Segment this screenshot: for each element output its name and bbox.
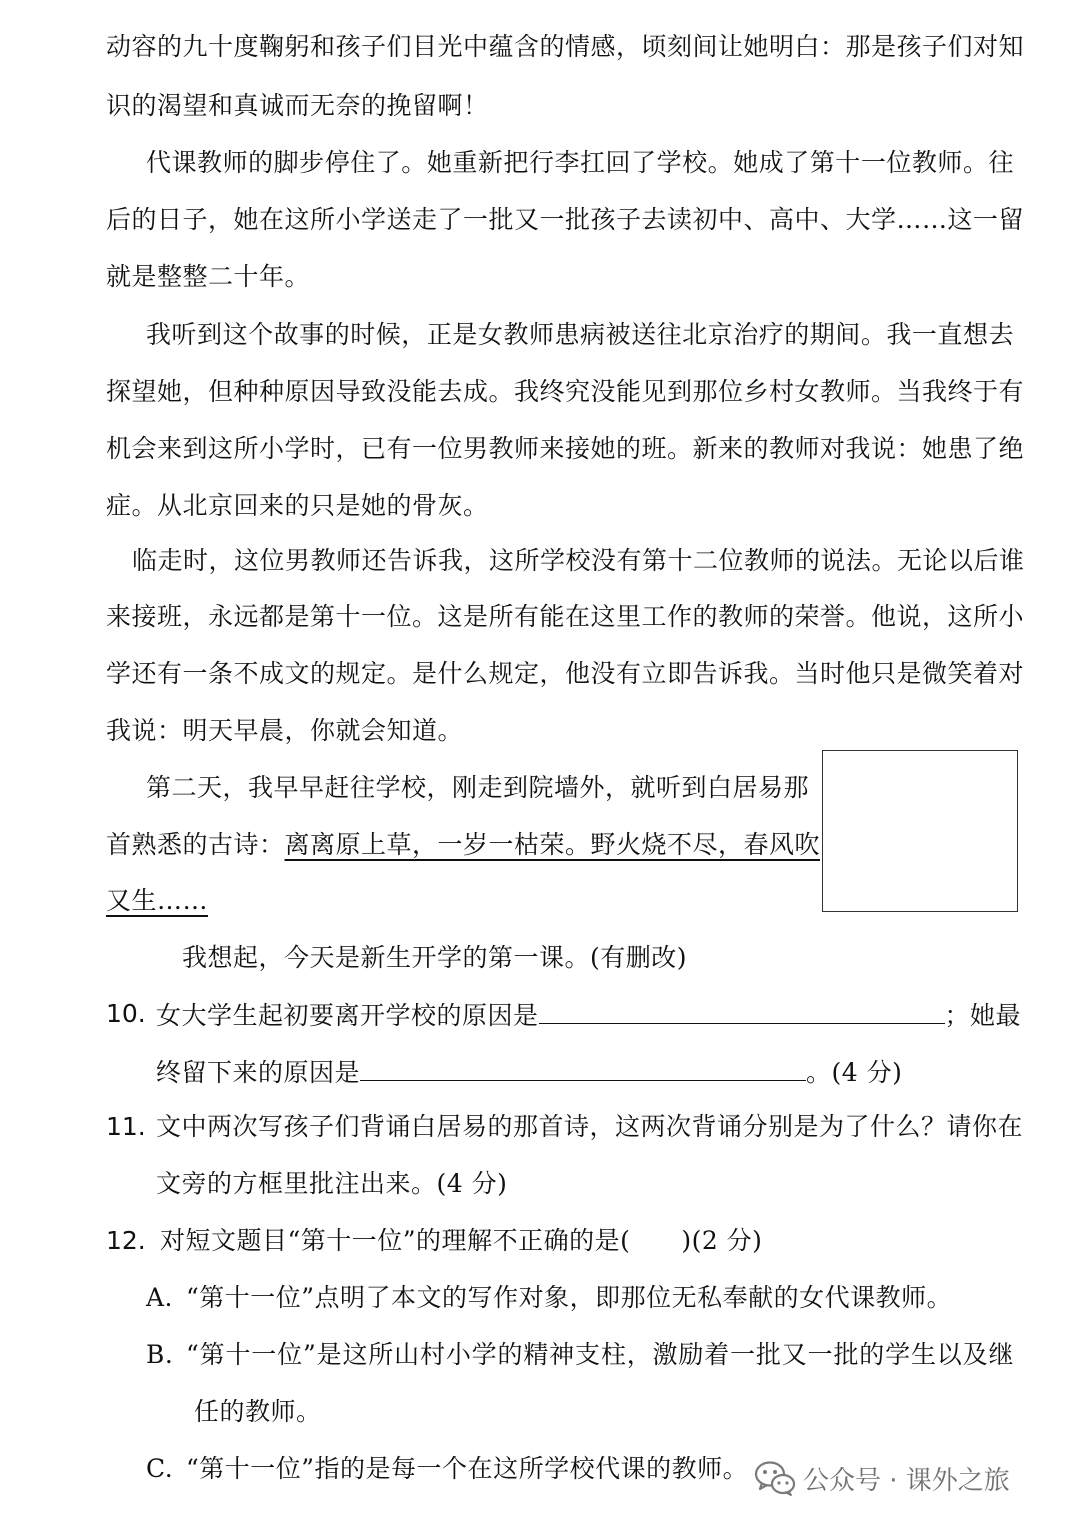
question-number: 10.: [106, 999, 146, 1028]
wechat-icon: [753, 1458, 797, 1498]
question-text: 女大学生起初要离开学校的原因是: [156, 1001, 539, 1030]
passage-line: 来接班，永远都是第十一位。这是所有能在这里工作的教师的荣誉。他说，这所小: [106, 602, 1025, 631]
answer-blank[interactable]: [539, 997, 945, 1024]
passage-line: 第二天，我早早赶往学校，刚走到院墙外，就听到白居易那: [146, 773, 810, 802]
annotation-box[interactable]: [822, 750, 1018, 912]
passage-line-intro: [106, 828, 820, 862]
passage-line: 就是整整二十年。: [106, 262, 311, 291]
passage-line: 我听到这个故事的时候，正是女教师患病被送往北京治疗的期间。我一直想去: [146, 320, 1014, 349]
question-number: 12.: [106, 1226, 146, 1255]
question-text: 终留下来的原因是: [156, 1058, 361, 1087]
question-text: 文中两次写孩子们背诵白居易的那首诗，这两次背诵分别是为了什么？请你在: [156, 1112, 1024, 1141]
question-10-line2: [156, 1054, 902, 1088]
question-text: 对短文题目“第十一位”的理解不正确的是( )(2 分): [160, 1226, 763, 1255]
passage-text: 首熟悉的古诗：: [106, 830, 285, 859]
option-label: A.: [146, 1283, 174, 1312]
passage-line: 我说：明天早晨，你就会知道。: [106, 716, 464, 745]
watermark-text: 公众号 · 课外之旅: [803, 1465, 1010, 1496]
question-text: 文旁的方框里批注出来。(4 分): [156, 1169, 508, 1198]
option-label: B.: [146, 1340, 174, 1369]
answer-blank[interactable]: [360, 1054, 806, 1081]
question-text: ；她最: [944, 1001, 1022, 1030]
watermark: [753, 1456, 1010, 1500]
passage-line: 症。从北京回来的只是她的骨灰。: [106, 491, 489, 520]
option-text: “第十一位”点明了本文的写作对象，即那位无私奉献的女代课教师。: [186, 1283, 953, 1312]
option-text: 任的教师。: [194, 1397, 322, 1426]
passage-line: 探望她，但种种原因导致没能去成。我终究没能见到那位乡村女教师。当我终于有: [106, 377, 1025, 406]
passage-line: 代课教师的脚步停住了。她重新把行李扛回了学校。她成了第十一位教师。往: [146, 148, 1014, 177]
passage-line: 学还有一条不成文的规定。是什么规定，他没有立即告诉我。当时他只是微笑着对: [106, 659, 1025, 688]
passage-line: 我想起，今天是新生开学的第一课。(有删改): [182, 943, 688, 972]
question-text: 。(4 分): [806, 1058, 903, 1087]
option-label: C.: [146, 1454, 174, 1483]
question-number: 11.: [106, 1112, 146, 1141]
poem-underlined: 离离原上草，一岁一枯荣。野火烧不尽，春风吹: [284, 830, 821, 859]
poem-underlined-end: 又生……: [106, 886, 209, 915]
passage-line: 动容的九十度鞠躬和孩子们目光中蕴含的情感，顷刻间让她明白：那是孩子们对知: [106, 32, 1025, 61]
question-10-line1: [156, 997, 1021, 1031]
passage-line: 识的渴望和真诚而无奈的挽留啊！: [106, 91, 489, 120]
passage-line: 临走时，这位男教师还告诉我，这所学校没有第十二位教师的说法。无论以后谁: [132, 546, 1025, 575]
option-text: “第十一位”指的是每一个在这所学校代课的教师。: [186, 1454, 749, 1483]
passage-line: 后的日子，她在这所小学送走了一批又一批孩子去读初中、高中、大学……这一留: [106, 205, 1025, 234]
option-text: “第十一位”是这所山村小学的精神支柱，激励着一批又一批的学生以及继: [186, 1340, 1014, 1369]
passage-line: 机会来到这所小学时，已有一位男教师来接她的班。新来的教师对我说：她患了绝: [106, 434, 1025, 463]
